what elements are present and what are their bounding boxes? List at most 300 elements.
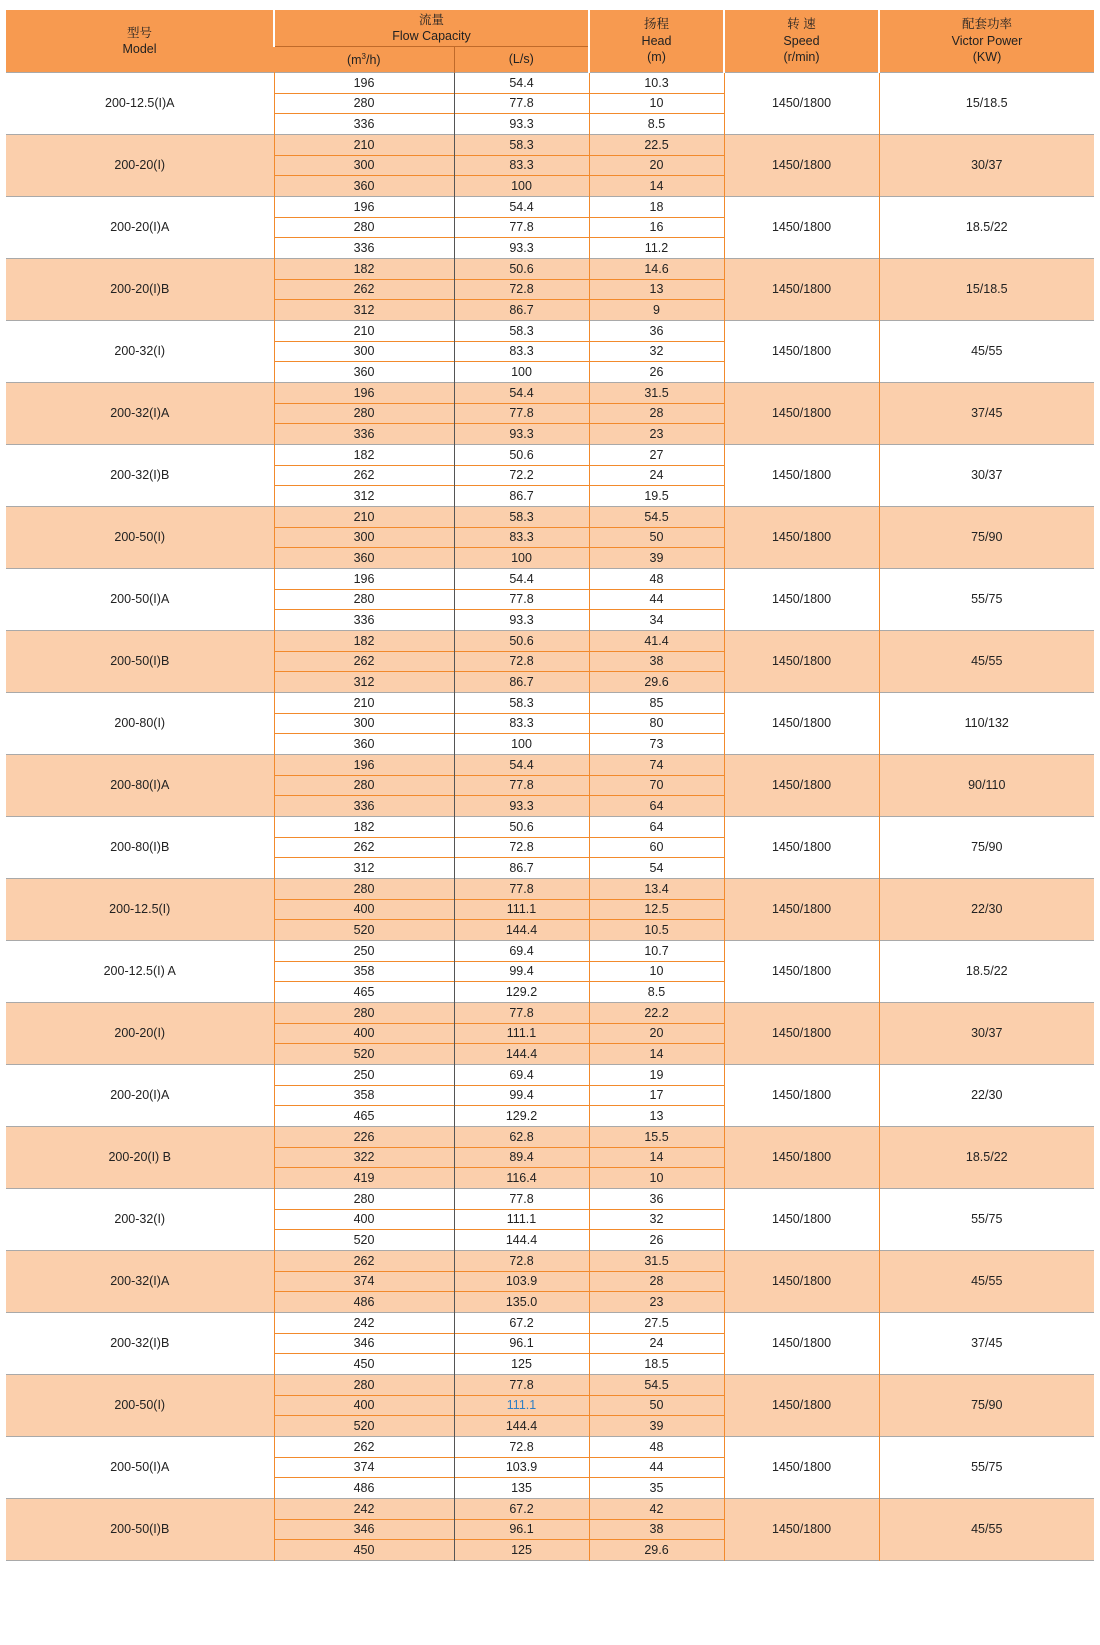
head-cell: 27 <box>589 445 724 466</box>
model-cell: 200-80(I)A <box>6 755 274 817</box>
flow-m3h-cell: 250 <box>274 941 454 962</box>
flow-ls-cell: 125 <box>454 1354 589 1375</box>
flow-m3h-cell: 400 <box>274 1396 454 1416</box>
power-cell: 18.5/22 <box>879 197 1094 259</box>
model-cell: 200-12.5(I) A <box>6 941 274 1003</box>
flow-m3h-cell: 242 <box>274 1313 454 1334</box>
flow-ls-cell: 67.2 <box>454 1499 589 1520</box>
power-cell: 90/110 <box>879 755 1094 817</box>
flow-m3h-cell: 400 <box>274 1210 454 1230</box>
head-cell: 11.2 <box>589 238 724 259</box>
model-cell: 200-32(I) <box>6 321 274 383</box>
head-cell: 64 <box>589 796 724 817</box>
table-row <box>6 321 1094 342</box>
head-cell: 14 <box>589 1044 724 1065</box>
table-row <box>6 1065 1094 1086</box>
flow-m3h-cell: 226 <box>274 1127 454 1148</box>
flow-ls-cell: 135 <box>454 1478 589 1499</box>
flow-m3h-cell: 336 <box>274 114 454 135</box>
model-cell: 200-20(I) B <box>6 1127 274 1189</box>
head-cell: 36 <box>589 321 724 342</box>
flow-m3h-cell: 280 <box>274 1189 454 1210</box>
header-speed <box>724 10 879 73</box>
flow-ls-cell: 86.7 <box>454 300 589 321</box>
flow-m3h-cell: 520 <box>274 1230 454 1251</box>
flow-ls-cell: 77.8 <box>454 590 589 610</box>
flow-m3h-cell: 262 <box>274 1251 454 1272</box>
power-cell: 75/90 <box>879 817 1094 879</box>
speed-cell: 1450/1800 <box>724 631 879 693</box>
flow-ls-cell: 54.4 <box>454 73 589 94</box>
head-cell: 17 <box>589 1086 724 1106</box>
head-cell: 14 <box>589 1148 724 1168</box>
flow-ls-cell: 111.1 <box>454 1024 589 1044</box>
header-head <box>589 10 724 73</box>
flow-ls-cell: 93.3 <box>454 424 589 445</box>
flow-m3h-cell: 312 <box>274 300 454 321</box>
flow-m3h-cell: 336 <box>274 610 454 631</box>
flow-m3h-cell: 210 <box>274 693 454 714</box>
speed-cell: 1450/1800 <box>724 73 879 135</box>
header-speed-zh: 转 速 <box>787 17 816 32</box>
head-cell: 35 <box>589 1478 724 1499</box>
flow-m3h-cell: 280 <box>274 218 454 238</box>
flow-m3h-cell: 486 <box>274 1292 454 1313</box>
flow-ls-cell: 77.8 <box>454 1375 589 1396</box>
head-cell: 28 <box>589 1272 724 1292</box>
head-cell: 54 <box>589 858 724 879</box>
head-cell: 27.5 <box>589 1313 724 1334</box>
head-cell: 50 <box>589 528 724 548</box>
flow-m3h-cell: 360 <box>274 362 454 383</box>
flow-ls-cell: 99.4 <box>454 1086 589 1106</box>
flow-ls-cell: 50.6 <box>454 259 589 280</box>
flow-ls-cell: 99.4 <box>454 962 589 982</box>
flow-m3h-cell: 374 <box>274 1272 454 1292</box>
head-cell: 32 <box>589 342 724 362</box>
header-power-en: Victor Power <box>951 33 1023 48</box>
header-speed-en: Speed <box>783 33 820 48</box>
flow-ls-cell: 93.3 <box>454 238 589 259</box>
model-cell: 200-20(I)B <box>6 259 274 321</box>
flow-m3h-cell: 450 <box>274 1540 454 1561</box>
flow-ls-cell: 100 <box>454 176 589 197</box>
table-row <box>6 1499 1094 1520</box>
flow-m3h-cell: 280 <box>274 404 454 424</box>
table-row <box>6 941 1094 962</box>
flow-ls-cell: 100 <box>454 548 589 569</box>
head-cell: 41.4 <box>589 631 724 652</box>
table-body <box>6 73 1094 1561</box>
table-row <box>6 197 1094 218</box>
flow-m3h-cell: 300 <box>274 714 454 734</box>
flow-m3h-cell: 346 <box>274 1520 454 1540</box>
power-cell: 45/55 <box>879 631 1094 693</box>
power-cell: 45/55 <box>879 321 1094 383</box>
flow-ls-cell: 58.3 <box>454 135 589 156</box>
head-cell: 48 <box>589 1437 724 1458</box>
header-flow-en: Flow Capacity <box>392 29 471 43</box>
model-cell: 200-32(I)B <box>6 1313 274 1375</box>
flow-ls-cell: 135.0 <box>454 1292 589 1313</box>
head-cell: 16 <box>589 218 724 238</box>
power-cell: 37/45 <box>879 1313 1094 1375</box>
header-model-en: Model <box>122 42 157 56</box>
speed-cell: 1450/1800 <box>724 693 879 755</box>
flow-m3h-cell: 262 <box>274 466 454 486</box>
flow-m3h-cell: 182 <box>274 259 454 280</box>
flow-m3h-cell: 374 <box>274 1458 454 1478</box>
flow-m3h-cell: 312 <box>274 486 454 507</box>
flow-ls-cell: 83.3 <box>454 342 589 362</box>
head-cell: 10.5 <box>589 920 724 941</box>
flow-ls-cell: 83.3 <box>454 714 589 734</box>
power-cell: 15/18.5 <box>879 259 1094 321</box>
flow-m3h-cell: 300 <box>274 156 454 176</box>
model-cell: 200-12.5(I) <box>6 879 274 941</box>
flow-ls-cell: 77.8 <box>454 404 589 424</box>
head-cell: 8.5 <box>589 982 724 1003</box>
model-cell: 200-32(I) <box>6 1189 274 1251</box>
head-cell: 24 <box>589 1334 724 1354</box>
flow-m3h-cell: 210 <box>274 507 454 528</box>
flow-m3h-cell: 196 <box>274 73 454 94</box>
header-flow <box>274 10 589 47</box>
head-cell: 38 <box>589 652 724 672</box>
table-row <box>6 507 1094 528</box>
power-cell: 110/132 <box>879 693 1094 755</box>
head-cell: 13 <box>589 1106 724 1127</box>
head-cell: 70 <box>589 776 724 796</box>
model-cell: 200-32(I)A <box>6 383 274 445</box>
flow-ls-cell: 72.8 <box>454 280 589 300</box>
power-cell: 22/30 <box>879 879 1094 941</box>
flow-m3h-cell: 242 <box>274 1499 454 1520</box>
head-cell: 13.4 <box>589 879 724 900</box>
power-cell: 75/90 <box>879 1375 1094 1437</box>
flow-ls-cell: 100 <box>454 362 589 383</box>
model-cell: 200-50(I)B <box>6 1499 274 1561</box>
head-cell: 85 <box>589 693 724 714</box>
flow-m3h-cell: 322 <box>274 1148 454 1168</box>
flow-m3h-cell: 196 <box>274 755 454 776</box>
speed-cell: 1450/1800 <box>724 1437 879 1499</box>
power-cell: 45/55 <box>879 1251 1094 1313</box>
flow-m3h-cell: 280 <box>274 879 454 900</box>
model-cell: 200-50(I) <box>6 507 274 569</box>
flow-ls-cell: 93.3 <box>454 796 589 817</box>
flow-m3h-cell: 280 <box>274 94 454 114</box>
table-row <box>6 259 1094 280</box>
flow-ls-cell: 72.8 <box>454 1437 589 1458</box>
speed-cell: 1450/1800 <box>724 1189 879 1251</box>
flow-m3h-cell: 465 <box>274 1106 454 1127</box>
flow-ls-cell: 116.4 <box>454 1168 589 1189</box>
flow-ls-cell: 58.3 <box>454 321 589 342</box>
header-model-zh: 型号 <box>126 25 152 40</box>
flow-m3h-cell: 360 <box>274 734 454 755</box>
speed-cell: 1450/1800 <box>724 507 879 569</box>
table-row <box>6 879 1094 900</box>
head-cell: 13 <box>589 280 724 300</box>
flow-ls-cell: 54.4 <box>454 755 589 776</box>
power-cell: 22/30 <box>879 1065 1094 1127</box>
flow-ls-cell: 129.2 <box>454 1106 589 1127</box>
power-cell: 75/90 <box>879 507 1094 569</box>
flow-m3h-cell: 262 <box>274 1437 454 1458</box>
speed-cell: 1450/1800 <box>724 1127 879 1189</box>
model-cell: 200-20(I)A <box>6 1065 274 1127</box>
flow-ls-cell: 72.8 <box>454 838 589 858</box>
flow-ls-cell: 86.7 <box>454 672 589 693</box>
flow-ls-cell: 77.8 <box>454 94 589 114</box>
table-row <box>6 631 1094 652</box>
power-cell: 30/37 <box>879 445 1094 507</box>
head-cell: 29.6 <box>589 1540 724 1561</box>
flow-ls-cell: 103.9 <box>454 1272 589 1292</box>
flow-ls-cell: 58.3 <box>454 693 589 714</box>
flow-m3h-cell: 182 <box>274 631 454 652</box>
flow-m3h-cell: 336 <box>274 424 454 445</box>
flow-ls-cell: 86.7 <box>454 486 589 507</box>
flow-m3h-cell: 262 <box>274 652 454 672</box>
flow-m3h-cell: 336 <box>274 796 454 817</box>
speed-cell: 1450/1800 <box>724 755 879 817</box>
header-head-en: Head <box>641 33 672 48</box>
header-model <box>6 10 274 73</box>
power-cell: 18.5/22 <box>879 1127 1094 1189</box>
table-row <box>6 135 1094 156</box>
head-cell: 26 <box>589 362 724 383</box>
flow-ls-cell: 96.1 <box>454 1334 589 1354</box>
head-cell: 22.5 <box>589 135 724 156</box>
head-cell: 50 <box>589 1396 724 1416</box>
spec-table-container <box>6 10 1094 1561</box>
model-cell: 200-32(I)B <box>6 445 274 507</box>
head-cell: 15.5 <box>589 1127 724 1148</box>
flow-ls-cell: 93.3 <box>454 114 589 135</box>
head-cell: 20 <box>589 1024 724 1044</box>
flow-m3h-cell: 346 <box>274 1334 454 1354</box>
flow-ls-cell: 89.4 <box>454 1148 589 1168</box>
flow-m3h-cell: 520 <box>274 1044 454 1065</box>
head-cell: 64 <box>589 817 724 838</box>
flow-m3h-cell: 182 <box>274 817 454 838</box>
table-row <box>6 1189 1094 1210</box>
flow-m3h-cell: 262 <box>274 280 454 300</box>
speed-cell: 1450/1800 <box>724 879 879 941</box>
speed-cell: 1450/1800 <box>724 1375 879 1437</box>
flow-ls-cell: 69.4 <box>454 1065 589 1086</box>
power-cell: 55/75 <box>879 1437 1094 1499</box>
table-row <box>6 693 1094 714</box>
power-cell: 30/37 <box>879 135 1094 197</box>
head-cell: 19 <box>589 1065 724 1086</box>
head-cell: 18 <box>589 197 724 218</box>
head-cell: 31.5 <box>589 383 724 404</box>
model-cell: 200-50(I) <box>6 1375 274 1437</box>
unit-m3-sup: 3 <box>361 51 366 61</box>
power-cell: 15/18.5 <box>879 73 1094 135</box>
flow-ls-cell: 103.9 <box>454 1458 589 1478</box>
head-cell: 29.6 <box>589 672 724 693</box>
speed-cell: 1450/1800 <box>724 321 879 383</box>
head-cell: 10.7 <box>589 941 724 962</box>
table-row <box>6 755 1094 776</box>
speed-cell: 1450/1800 <box>724 1251 879 1313</box>
speed-cell: 1450/1800 <box>724 1065 879 1127</box>
flow-ls-cell: 144.4 <box>454 920 589 941</box>
flow-m3h-cell: 312 <box>274 858 454 879</box>
flow-ls-cell: 58.3 <box>454 507 589 528</box>
model-cell: 200-20(I) <box>6 135 274 197</box>
speed-cell: 1450/1800 <box>724 941 879 1003</box>
flow-ls-cell: 144.4 <box>454 1230 589 1251</box>
pump-performance-table <box>6 10 1094 1561</box>
header-flow-unit-ls: (L/s) <box>454 47 589 73</box>
flow-m3h-cell: 520 <box>274 920 454 941</box>
head-cell: 44 <box>589 1458 724 1478</box>
speed-cell: 1450/1800 <box>724 135 879 197</box>
table-row <box>6 569 1094 590</box>
flow-m3h-cell: 400 <box>274 1024 454 1044</box>
table-row <box>6 1437 1094 1458</box>
flow-ls-cell: 72.8 <box>454 652 589 672</box>
flow-m3h-cell: 300 <box>274 342 454 362</box>
model-cell: 200-50(I)B <box>6 631 274 693</box>
flow-m3h-cell: 360 <box>274 548 454 569</box>
speed-cell: 1450/1800 <box>724 259 879 321</box>
flow-ls-cell: 72.2 <box>454 466 589 486</box>
header-head-unit: (m) <box>647 50 666 65</box>
flow-m3h-cell: 419 <box>274 1168 454 1189</box>
flow-m3h-cell: 465 <box>274 982 454 1003</box>
head-cell: 36 <box>589 1189 724 1210</box>
flow-ls-cell: 62.8 <box>454 1127 589 1148</box>
flow-m3h-cell: 210 <box>274 321 454 342</box>
head-cell: 44 <box>589 590 724 610</box>
head-cell: 38 <box>589 1520 724 1540</box>
head-cell: 24 <box>589 466 724 486</box>
header-head-zh: 扬程 <box>643 17 669 32</box>
flow-ls-cell: 50.6 <box>454 817 589 838</box>
head-cell: 74 <box>589 755 724 776</box>
head-cell: 12.5 <box>589 900 724 920</box>
flow-ls-cell: 129.2 <box>454 982 589 1003</box>
table-row <box>6 73 1094 94</box>
head-cell: 54.5 <box>589 507 724 528</box>
flow-ls-cell: 50.6 <box>454 631 589 652</box>
flow-m3h-cell: 280 <box>274 776 454 796</box>
flow-m3h-cell: 520 <box>274 1416 454 1437</box>
head-cell: 22.2 <box>589 1003 724 1024</box>
power-cell: 55/75 <box>879 1189 1094 1251</box>
flow-ls-cell: 100 <box>454 734 589 755</box>
head-cell: 23 <box>589 424 724 445</box>
table-row <box>6 1003 1094 1024</box>
flow-ls-cell: 77.8 <box>454 218 589 238</box>
model-cell: 200-50(I)A <box>6 1437 274 1499</box>
flow-m3h-cell: 182 <box>274 445 454 466</box>
head-cell: 80 <box>589 714 724 734</box>
flow-m3h-cell: 280 <box>274 1375 454 1396</box>
head-cell: 23 <box>589 1292 724 1313</box>
header-power-unit: (KW) <box>972 50 1002 65</box>
head-cell: 32 <box>589 1210 724 1230</box>
flow-ls-cell: 77.8 <box>454 1189 589 1210</box>
head-cell: 60 <box>589 838 724 858</box>
flow-m3h-cell: 262 <box>274 838 454 858</box>
head-cell: 34 <box>589 610 724 631</box>
table-row <box>6 445 1094 466</box>
model-cell: 200-80(I)B <box>6 817 274 879</box>
model-cell: 200-32(I)A <box>6 1251 274 1313</box>
flow-ls-cell: 77.8 <box>454 1003 589 1024</box>
header-speed-unit: (r/min) <box>783 50 820 65</box>
flow-m3h-cell: 300 <box>274 528 454 548</box>
speed-cell: 1450/1800 <box>724 569 879 631</box>
header-power-zh: 配套功率 <box>961 17 1012 32</box>
head-cell: 48 <box>589 569 724 590</box>
flow-ls-cell: 69.4 <box>454 941 589 962</box>
head-cell: 10 <box>589 94 724 114</box>
flow-m3h-cell: 312 <box>274 672 454 693</box>
header-flow-unit-m3h <box>274 47 454 73</box>
flow-ls-cell: 144.4 <box>454 1416 589 1437</box>
head-cell: 20 <box>589 156 724 176</box>
flow-m3h-cell: 400 <box>274 900 454 920</box>
flow-ls-cell: 111.1 <box>454 900 589 920</box>
header-flow-zh: 流量 <box>418 12 444 27</box>
table-header <box>6 10 1094 73</box>
unit-m3-prefix: (m <box>346 52 362 67</box>
flow-ls-cell: 77.8 <box>454 776 589 796</box>
flow-ls-cell: 125 <box>454 1540 589 1561</box>
head-cell: 14.6 <box>589 259 724 280</box>
flow-ls-cell: 54.4 <box>454 197 589 218</box>
flow-m3h-cell: 336 <box>274 238 454 259</box>
power-cell: 30/37 <box>879 1003 1094 1065</box>
head-cell: 26 <box>589 1230 724 1251</box>
flow-ls-cell: 144.4 <box>454 1044 589 1065</box>
speed-cell: 1450/1800 <box>724 197 879 259</box>
flow-m3h-cell: 450 <box>274 1354 454 1375</box>
flow-m3h-cell: 280 <box>274 590 454 610</box>
head-cell: 10.3 <box>589 73 724 94</box>
flow-ls-cell: 83.3 <box>454 156 589 176</box>
flow-m3h-cell: 280 <box>274 1003 454 1024</box>
table-row <box>6 1127 1094 1148</box>
speed-cell: 1450/1800 <box>724 445 879 507</box>
speed-cell: 1450/1800 <box>724 1003 879 1065</box>
flow-m3h-cell: 250 <box>274 1065 454 1086</box>
head-cell: 8.5 <box>589 114 724 135</box>
header-power <box>879 10 1094 73</box>
head-cell: 31.5 <box>589 1251 724 1272</box>
flow-ls-cell: 96.1 <box>454 1520 589 1540</box>
head-cell: 39 <box>589 1416 724 1437</box>
flow-m3h-cell: 360 <box>274 176 454 197</box>
speed-cell: 1450/1800 <box>724 817 879 879</box>
flow-m3h-cell: 196 <box>274 197 454 218</box>
flow-ls-cell: 86.7 <box>454 858 589 879</box>
flow-m3h-cell: 486 <box>274 1478 454 1499</box>
speed-cell: 1450/1800 <box>724 1313 879 1375</box>
model-cell: 200-20(I) <box>6 1003 274 1065</box>
model-cell: 200-12.5(I)A <box>6 73 274 135</box>
table-row <box>6 817 1094 838</box>
head-cell: 18.5 <box>589 1354 724 1375</box>
